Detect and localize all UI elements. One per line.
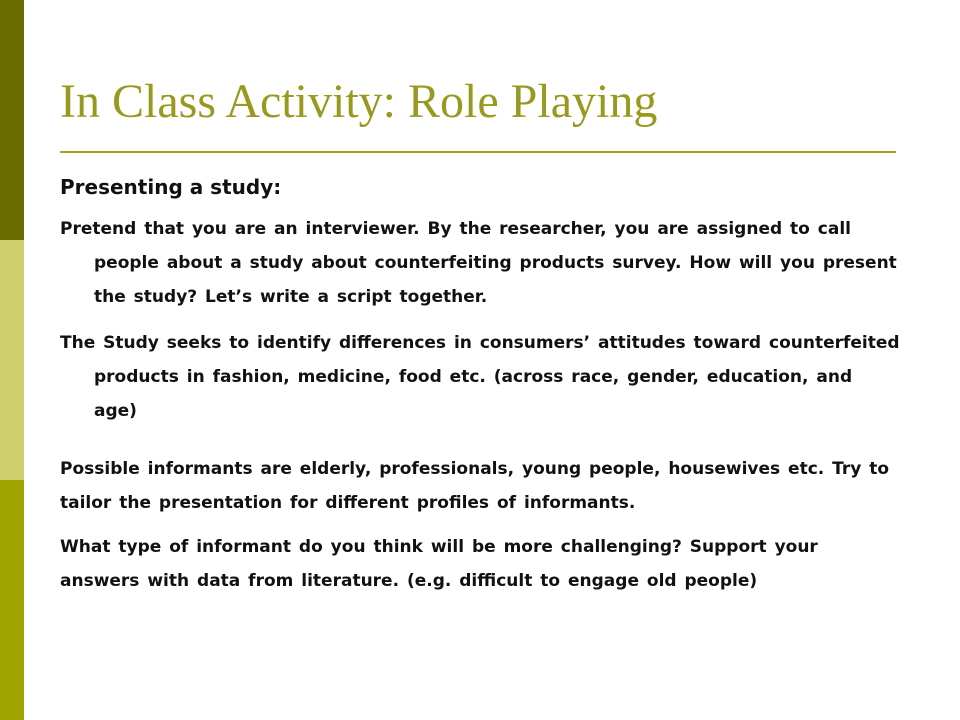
accent-band-light: [0, 240, 24, 480]
slide-content: [60, 168, 900, 598]
paragraph-interviewer: Pretend that you are an interviewer. By the researcher, you are assigned to call people about a study about counterfeiting products survey. How will you present the study? Let’s write a script together.: [60, 219, 897, 307]
section-heading: Presenting a study:: [60, 175, 282, 199]
slide-title: In Class Activity: Role Playing: [60, 75, 658, 128]
paragraph-study-description: The Study seeks to identify differences in consumers’ attitudes toward counterfeited products in fashion, medicine, food etc. (across race, gender, education, and age): [60, 333, 900, 421]
accent-band-dark: [0, 0, 24, 240]
accent-band-olive: [0, 480, 24, 720]
paragraph-discussion-question: What type of informant do you think will be more challenging? Support your answers with data from literature. (e.g. difficult to engage old people): [60, 537, 818, 591]
title-divider: [60, 151, 896, 153]
left-accent-strip: [0, 0, 24, 720]
paragraph-informants: Possible informants are elderly, professionals, young people, housewives etc. Try to tailor the presentation for different profiles of informants.: [60, 459, 890, 513]
